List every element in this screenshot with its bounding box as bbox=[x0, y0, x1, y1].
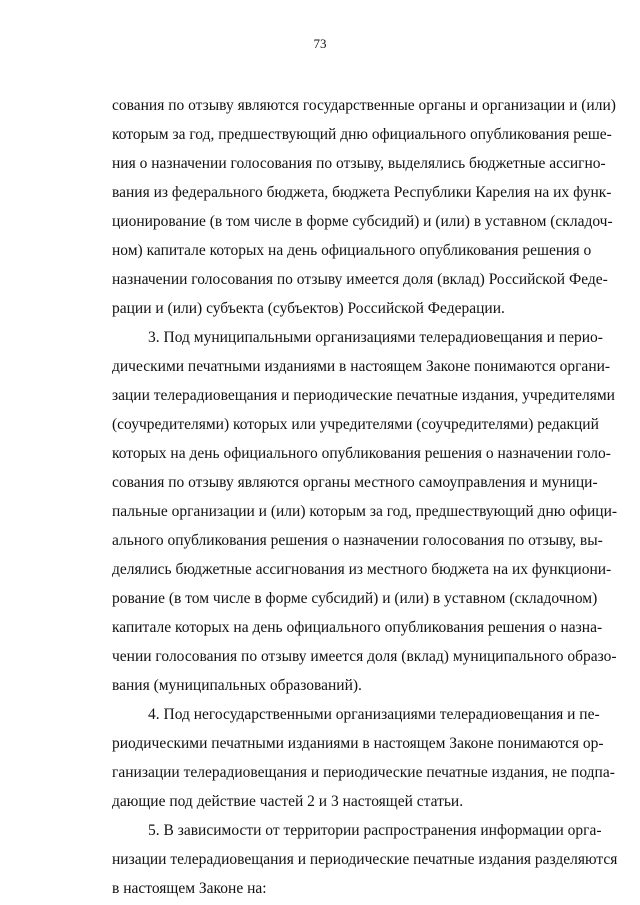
text-line: 3. Под муниципальными организациями телерадиовещания и перио- bbox=[148, 329, 603, 346]
text-line: 4. Под негосударственными организациями телерадиовещания и пе- bbox=[148, 706, 600, 723]
text-line: капитале которых на день официального опубликования решения о назна- bbox=[112, 619, 603, 636]
text-line: рации и (или) субъекта (субъектов) Российской Федерации. bbox=[112, 300, 505, 317]
text-line: которым за год, предшествующий дню официального опубликования реше- bbox=[112, 126, 612, 143]
text-line: 5. В зависимости от территории распространения информации орга- bbox=[148, 822, 602, 839]
text-line: вания (муниципальных образований). bbox=[112, 677, 362, 694]
text-line: сования по отзыву являются органы местного самоуправления и муници- bbox=[112, 474, 598, 491]
text-line: дающие под действие частей 2 и 3 настоящей статьи. bbox=[112, 793, 464, 810]
text-line: зации телерадиовещания и периодические печатные издания, учредителями bbox=[112, 387, 615, 404]
text-line: (соучредителями) которых или учредителями (соучредителями) редакций bbox=[112, 416, 599, 433]
text-line: низации телерадиовещания и периодические печатные издания разделяются bbox=[112, 851, 618, 868]
text-line: сования по отзыву являются государственные органы и организации и (или) bbox=[112, 97, 616, 114]
text-line: делялись бюджетные ассигнования из местного бюджета на их функциони- bbox=[112, 561, 612, 578]
text-line: ном) капитале которых на день официального опубликования решения о bbox=[112, 242, 592, 259]
text-line: вания из федерального бюджета, бюджета Республики Карелия на их функ- bbox=[112, 184, 612, 201]
text-line: ционирование (в том числе в форме субсидий) и (или) в уставном (складоч- bbox=[112, 213, 613, 230]
text-line: рование (в том числе в форме субсидий) и (или) в уставном (складочном) bbox=[112, 590, 598, 607]
text-line: риодическими печатными изданиями в настоящем Законе понимаются ор- bbox=[112, 735, 604, 752]
paragraph-part-3 bbox=[112, 323, 618, 700]
text-line: чении голосования по отзыву имеется доля (вклад) муниципального образо- bbox=[112, 648, 617, 665]
text-line: ния о назначении голосования по отзыву, выделялись бюджетные ассигно- bbox=[112, 155, 606, 172]
paragraph-part-4 bbox=[112, 700, 615, 816]
paragraph-part-5 bbox=[112, 816, 618, 903]
text-line: ального опубликования решения о назначении голосования по отзыву, вы- bbox=[112, 532, 603, 549]
document-body bbox=[112, 91, 618, 903]
paragraph-continuation bbox=[112, 91, 616, 323]
text-line: которых на день официального опубликования решения о назначении голо- bbox=[112, 445, 611, 462]
text-line: ганизации телерадиовещания и периодические печатные издания, не подпа- bbox=[112, 764, 615, 781]
text-line: дическими печатными изданиями в настоящем Законе понимаются органи- bbox=[112, 358, 611, 375]
text-line: в настоящем Законе на: bbox=[112, 880, 267, 897]
text-line: назначении голосования по отзыву имеется доля (вклад) Российской Феде- bbox=[112, 271, 608, 288]
text-line: пальные организации и (или) которым за год, предшествующий дню офици- bbox=[112, 503, 618, 520]
page-number: 73 bbox=[313, 36, 327, 51]
